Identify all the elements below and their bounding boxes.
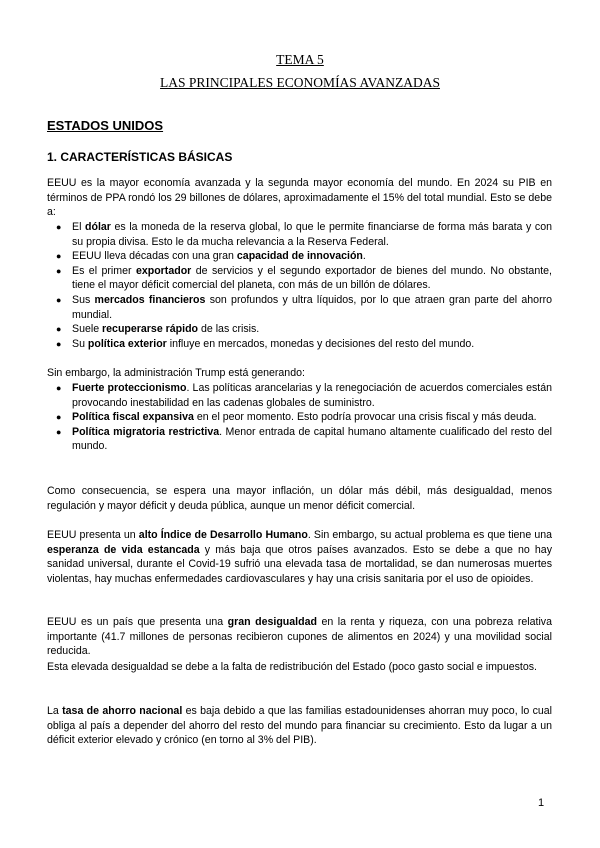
list-item <box>47 425 552 454</box>
idh-paragraph: EEUU presenta un alto Índice de Desarrollo Humano. Sin embargo, su actual problema es que tiene una esperanza de vida estancada y más baja que otros países avanzados. Esto se debe a que no hay sanidad universal, durante el Covid-19 sufrió una elevada tasa de mortalidad, se dan numerosas muertes violentas, hay muchas enfermedades cardiovasculares y hay una crisis sanitaria por el uso de opioides. <box>47 529 553 585</box>
item-text: Sus <box>72 293 95 306</box>
bullet-icon: ● <box>56 383 62 393</box>
list-item <box>47 220 552 249</box>
item-bold: Política fiscal expansiva <box>72 411 194 424</box>
item-bold: capacidad de innovación <box>236 250 363 263</box>
bullet-icon: ● <box>56 265 62 276</box>
page-number: 1 <box>538 797 545 809</box>
bullet-icon: ● <box>56 324 62 335</box>
list-item <box>47 381 552 410</box>
item-text: influye en mercados, monedas y decisiones del resto del mundo. <box>166 337 475 350</box>
item-text: en el peor momento. Esto podría provocar una crisis fiscal y más deuda. <box>193 411 537 424</box>
item-bold: mercados financieros <box>94 293 206 306</box>
item-bold: Política migratoria restrictiva <box>72 425 220 438</box>
document-subtitle: LAS PRINCIPALES ECONOMÍAS AVANZADAS <box>160 75 440 90</box>
item-bold: recuperarse rápido <box>102 323 199 336</box>
bullet-icon: ● <box>56 222 62 232</box>
bullet-list-trump <box>47 381 552 454</box>
item-text: Su <box>72 337 88 350</box>
item-text: El <box>72 221 86 233</box>
trump-intro: Sin embargo, la administración Trump está generando: <box>47 367 305 379</box>
bullet-icon: ● <box>56 251 62 262</box>
item-bold: dólar <box>85 221 111 233</box>
item-text: son profundos y ultra líquidos, por lo que atraen gran parte del ahorro mundial. <box>72 293 553 321</box>
bullet-icon: ● <box>56 294 62 305</box>
list-item <box>47 337 552 352</box>
intro-paragraph: EEUU es la mayor economía avanzada y la segunda mayor economía del mundo. En 2024 su PIB en términos de PPA rondó los 29 billones de dólares, aproximadamente el 15% del total mundial. Esto se debe a: <box>47 177 552 219</box>
list-item <box>47 264 552 293</box>
consequence-paragraph: Como consecuencia, se espera una mayor inflación, un dólar más débil, más desigualdad, menos regulación y mayor déficit y deuda pública, aunque un menor déficit comercial. <box>47 485 552 512</box>
item-text: de servicios y el segundo exportador de bienes del mundo. No obstante, tiene el mayor déficit comercial del planeta, con más de un billón de dólares. <box>72 264 552 292</box>
item-text: . <box>362 250 366 263</box>
inequality-cause-paragraph: Esta elevada desigualdad se debe a la falta de redistribución del Estado (poco gasto social e impuestos. <box>47 661 537 673</box>
subsection-heading: 1. CARACTERÍSTICAS BÁSICAS <box>47 150 233 164</box>
item-text: EEUU lleva décadas con una gran <box>72 250 237 263</box>
item-bold: política exterior <box>87 337 167 350</box>
item-text: Suele <box>72 323 103 336</box>
list-item <box>47 293 552 322</box>
item-text: Es el primer <box>72 264 136 277</box>
item-text: de las crisis. <box>198 323 260 336</box>
item-text: es la moneda de la reserva global, lo que le permite financiarse de forma más barata y con su propia divisa. Esto le da mucha relevancia a la Reserva Federal. <box>72 221 553 248</box>
bullet-list-causes <box>47 220 552 351</box>
list-item <box>47 322 552 337</box>
item-text: . Menor entrada de capital humano altamente cualificado del resto del mundo. <box>72 425 552 453</box>
list-item <box>47 410 552 425</box>
section-heading: ESTADOS UNIDOS <box>47 118 164 133</box>
tema-title: TEMA 5 <box>276 52 324 67</box>
list-item <box>47 249 552 264</box>
item-bold: Fuerte proteccionismo <box>72 382 187 394</box>
bullet-icon: ● <box>56 426 62 437</box>
bullet-icon: ● <box>56 338 62 349</box>
savings-paragraph: La tasa de ahorro nacional es baja debido a que las familias estadounidenses ahorran muy poco, lo cual obliga al país a depender del ahorro del resto del mundo para financiar su crecimiento. Esto da lugar a un déficit exterior elevado y crónico (en torno al 3% del PIB). <box>47 705 553 747</box>
bullet-icon: ● <box>56 412 62 423</box>
item-text: . Las políticas arancelarias y la renegociación de acuerdos comerciales están provocando inestabilidad en las cadenas globales de suministro. <box>72 382 553 409</box>
inequality-paragraph: EEUU es un país que presenta una gran desigualdad en la renta y riqueza, con una pobreza relativa importante (41.7 millones de personas recibieron cupones de alimentos en 2024) y una movilidad social reducida. <box>47 616 552 658</box>
item-bold: exportador <box>135 264 192 277</box>
